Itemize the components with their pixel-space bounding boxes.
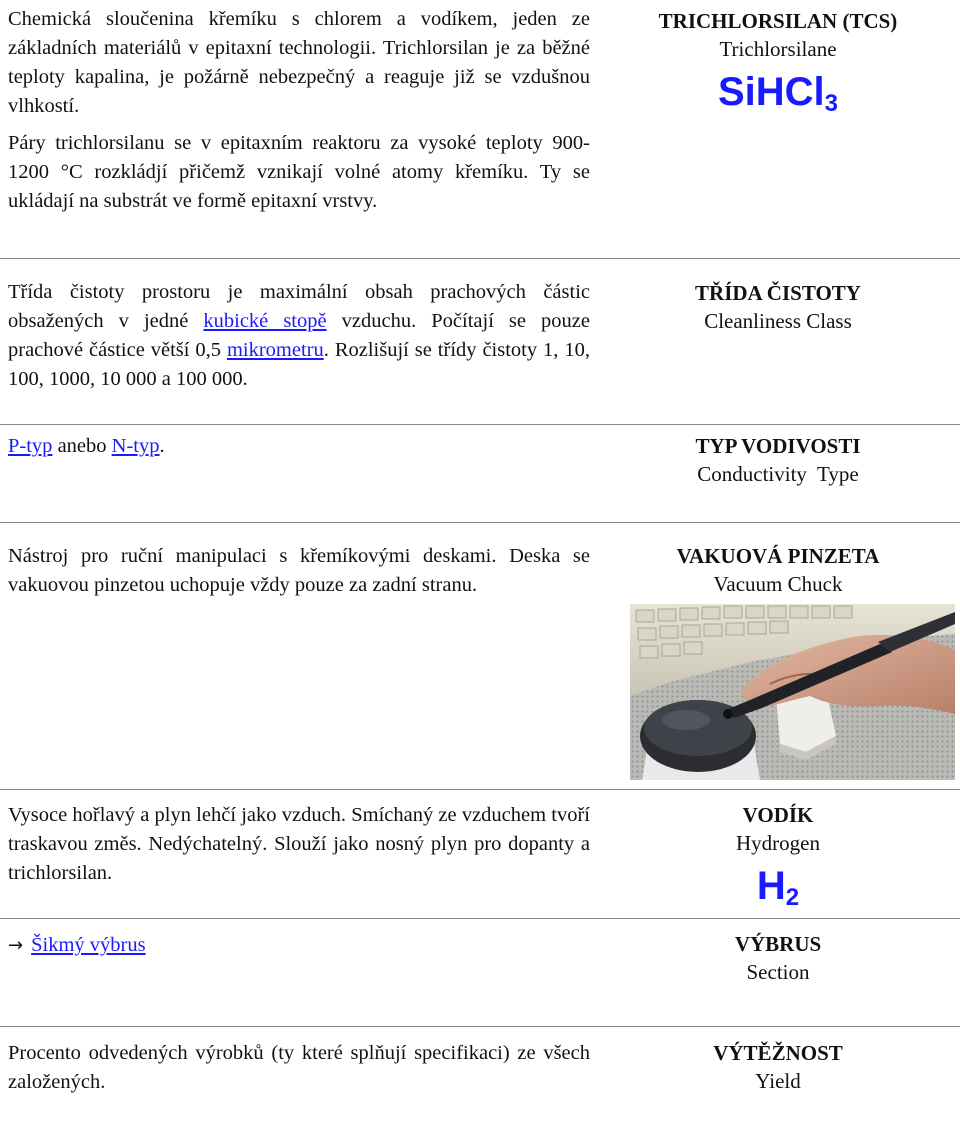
term-english: Section [746, 960, 810, 984]
term-english: Yield [755, 1069, 801, 1093]
definition-paragraph: Chemická sloučenina křemíku s chlorem a vodíkem, jeden ze základních materiálů v epitaxní technologii. Trichlorsilan je za běžné teploty kapalina, je požárně nebezpečný a reaguje již se vzdušnou vlhkostí. [8, 8, 590, 117]
term-english: Vacuum Chuck [713, 572, 843, 596]
definition-cleanliness-class: Třída čistoty prostoru je maximální obsah prachových částic obsažených v jedné kubické stopě vzduchu. Počítají se pouze prachové částice větší 0,5 mikrometru. Rozlišují se třídy čistoty 1, 10, 100, 1000, 10 000 a 100 000. [8, 281, 590, 390]
term-trichlorsilan [598, 7, 958, 129]
separator [0, 258, 960, 259]
link-cubic-foot[interactable]: kubické stopě [203, 310, 327, 332]
link-angled-section[interactable]: Šikmý výbrus [31, 934, 146, 956]
definition-hydrogen: Vysoce hořlavý a plyn lehčí jako vzduch. Smíchaný ze vzduchem tvoří traskavou změs. Nedýchatelný. Slouží jako nosný plyn pro dopanty a trichlorsilan. [8, 804, 590, 884]
definition-vacuum-chuck: Nástroj pro ruční manipulaci s křemíkovými deskami. Deska se vakuovou pinzetou uchopuje vždy pouze za zadní stranu. [8, 545, 590, 596]
term-title: VAKUOVÁ PINZETA [676, 544, 880, 568]
definition-yield: Procento odvedených výrobků (ty které splňují specifikaci) ze všech založených. [8, 1042, 590, 1093]
term-vacuum-chuck [598, 542, 958, 598]
arrow-right-icon: → [8, 935, 24, 956]
term-title: VÝTĚŽNOST [713, 1041, 843, 1065]
link-p-type[interactable]: P-typ [8, 435, 53, 457]
chemical-formula: SiHCl$_3$ [717, 70, 839, 117]
separator [0, 424, 960, 425]
vacuum-chuck-photo [630, 604, 955, 780]
term-english: Trichlorsilane [719, 37, 837, 61]
link-micrometer[interactable]: mikrometru [226, 339, 324, 361]
link-n-type[interactable]: N-typ [111, 435, 160, 457]
definition-paragraph: Páry trichlorsilanu se v epitaxním reaktoru za vysoké teploty 900-1200 °C rozkládjí přičemž vznikají volné atomy křemíku. Ty se ukládají na substrát ve formě epitaxní vrstvy. [8, 132, 590, 212]
term-title: TŘÍDA ČISTOTY [695, 281, 861, 305]
term-cleanliness-class [598, 279, 958, 335]
term-title: VODÍK [742, 803, 814, 827]
chemical-formula: $H_2$ [756, 864, 800, 911]
term-title: VÝBRUS [734, 932, 822, 956]
term-section [598, 930, 958, 986]
term-conductivity-type [598, 432, 958, 488]
definition-trichlorsilan [8, 5, 590, 216]
term-title: TRICHLORSILAN (TCS) [658, 9, 898, 33]
separator [0, 1026, 960, 1027]
separator [0, 789, 960, 790]
term-english: Conductivity Type [697, 462, 859, 486]
definition-section [8, 931, 590, 960]
term-yield [598, 1039, 958, 1095]
term-title: TYP VODIVOSTI [695, 434, 861, 458]
term-english: Hydrogen [736, 831, 820, 855]
term-hydrogen [598, 801, 958, 923]
separator [0, 918, 960, 919]
term-english: Cleanliness Class [704, 309, 852, 333]
definition-conductivity-type: P-typ anebo N-typ. [8, 435, 165, 457]
separator [0, 522, 960, 523]
